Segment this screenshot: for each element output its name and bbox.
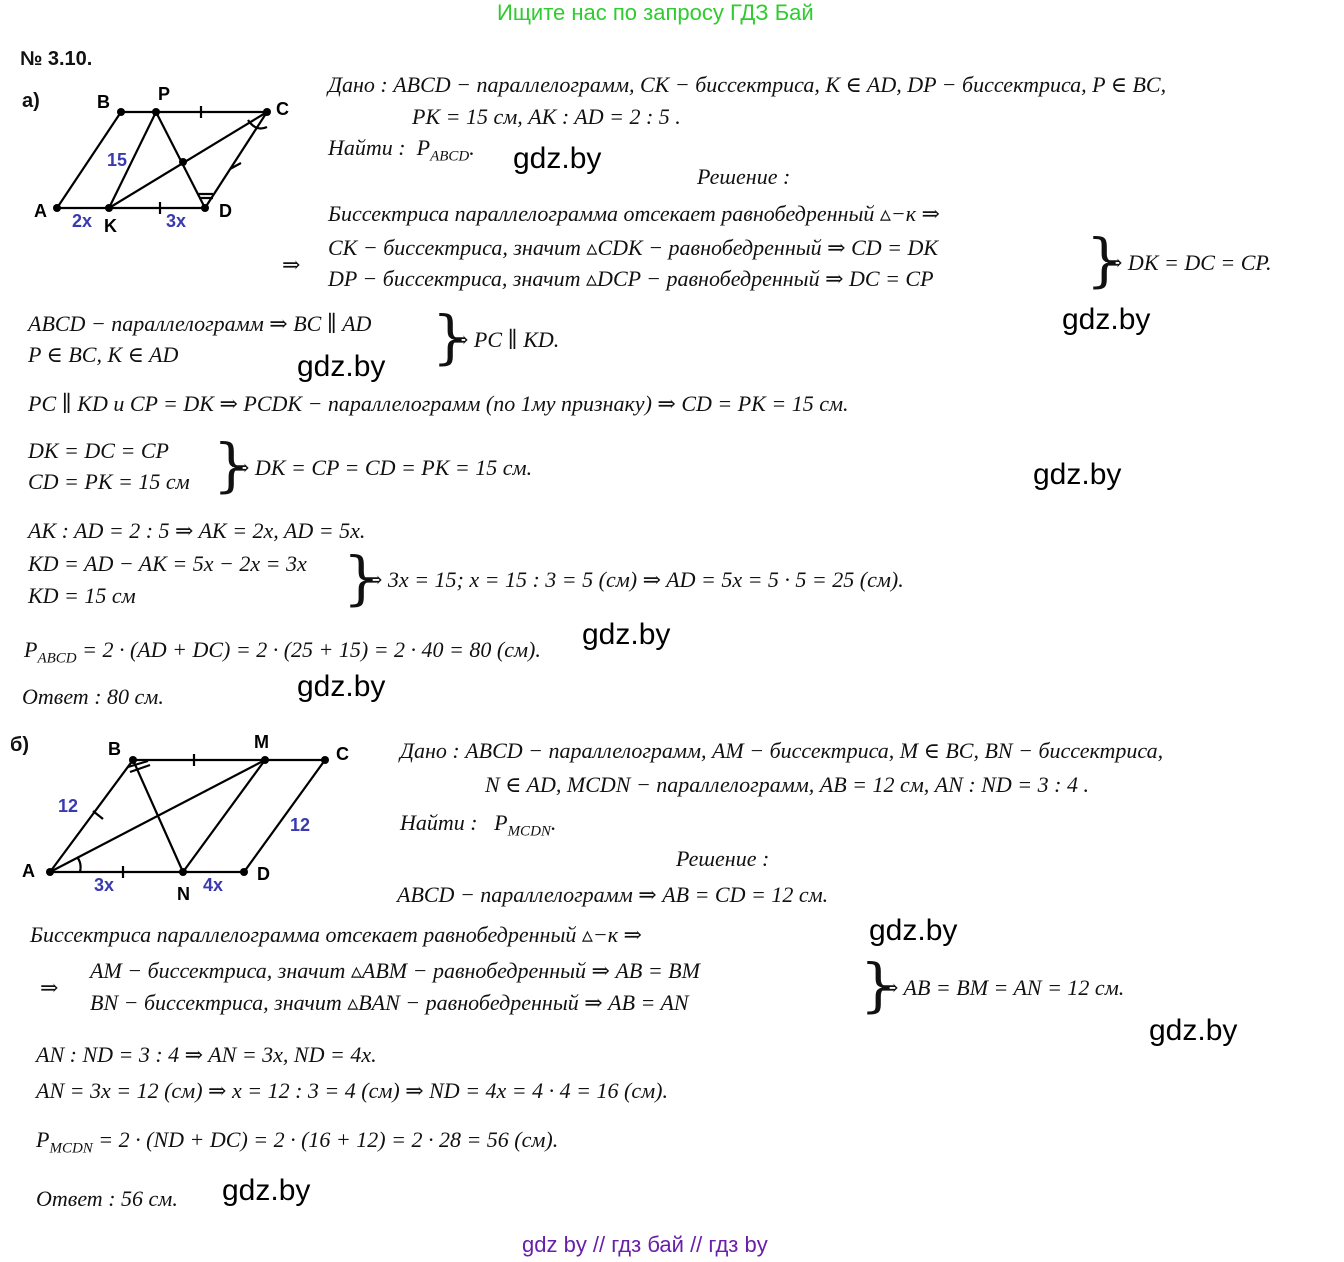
part-b-diagram	[10, 725, 370, 905]
vertex-d-label: D	[257, 864, 270, 884]
part-b-line-6: AN = 3x = 12 (см) ⇒ x = 12 : 3 = 4 (см) ⇒ ND = 4x = 4 · 4 = 16 (см).	[36, 1078, 668, 1103]
part-b-line-34-result: ⇒ AB = BM = AN = 12 см.	[880, 975, 1125, 1000]
perimeter-sub: ABCD	[37, 650, 77, 667]
perimeter-p: P	[36, 1127, 50, 1152]
part-b-line-3: AM − биссектриса, значит ▵ABM − равнобедренный ⇒ AB = BM	[90, 958, 700, 983]
part-a-answer: Ответ : 80 см.	[22, 684, 164, 709]
part-a-line-9: AK : AD = 2 : 5 ⇒ AK = 2x, AD = 5x.	[28, 518, 366, 543]
part-b-line-5: AN : ND = 3 : 4 ⇒ AN = 3x, ND = 4x.	[36, 1042, 377, 1067]
part-a-line-3-result: ⇒ DK = DC = CP.	[1104, 250, 1272, 275]
length-kd-label: 3x	[166, 211, 187, 231]
segment-mn	[183, 760, 265, 872]
brace: }	[343, 544, 380, 612]
site-header-banner: Ищите нас по запросу ГДЗ Бай	[497, 0, 814, 25]
part-a-line-7: DK = DC = CP	[28, 438, 169, 463]
vertex-a-label: A	[22, 861, 35, 881]
vertex-c-label: C	[336, 744, 349, 764]
length-cd-label: 12	[290, 815, 311, 835]
find-sub: MCDN	[507, 823, 551, 840]
parallelogram-abcd	[57, 112, 267, 208]
find-end: .	[469, 135, 475, 160]
part-b-line-4: BN − биссектриса, значит ▵BAN − равнобедренный ⇒ AB = AN	[90, 990, 689, 1015]
part-a-line-10: KD = AD − AK = 5x − 2x = 3x	[28, 551, 307, 576]
vertex-k-label: K	[104, 216, 117, 236]
part-a-line-78-result: ⇒ DK = CP = CD = PK = 15 см.	[231, 455, 533, 480]
part-b-given-1: Дано : ABCD − параллелограмм, AM − биссектриса, M ∈ BC, BN − биссектриса,	[400, 738, 1164, 763]
part-a-line-11: KD = 15 см	[28, 583, 136, 608]
length-ak-label: 2x	[72, 211, 93, 231]
part-a-line-6: PC ∥ KD и CP = DK ⇒ PCDK − параллелограмм (по 1му признаку) ⇒ CD = PK = 15 см.	[28, 391, 849, 416]
part-a-line-1: Биссектриса параллелограмма отсекает равнобедренный ▵−к ⇒	[328, 201, 940, 226]
part-a-line-45-result: ⇒ PC ∥ KD.	[450, 327, 560, 352]
part-a-find	[328, 135, 475, 165]
perimeter-sub: MCDN	[49, 1140, 93, 1157]
length-an-label: 3x	[94, 875, 115, 895]
watermark: gdz.by	[1033, 458, 1122, 491]
vertex-p-label: P	[158, 84, 171, 104]
perimeter-calc: = 2 · (ND + DC) = 2 · (16 + 12) = 2 · 28 = 56 (см).	[92, 1127, 559, 1152]
vertex-a-label: A	[34, 201, 47, 221]
watermark: gdz.by	[1062, 303, 1151, 336]
watermark: gdz.by	[513, 142, 602, 175]
watermark: gdz.by	[1149, 1014, 1238, 1047]
watermark: gdz.by	[222, 1174, 311, 1207]
part-a-line-2: CK − биссектриса, значит ▵CDK − равнобедренный ⇒ CD = DK	[328, 235, 939, 260]
part-b-find	[400, 810, 556, 840]
part-a-line-5: P ∈ BC, K ∈ AD	[28, 342, 179, 367]
bisector-bn	[133, 760, 183, 872]
part-b-line-1: ABCD − параллелограмм ⇒ AB = CD = 12 см.	[397, 882, 829, 907]
part-b-line-2: Биссектриса параллелограмма отсекает равнобедренный ▵−к ⇒	[30, 922, 642, 947]
brace: }	[1086, 226, 1123, 294]
vertex-b-label: B	[97, 92, 110, 112]
part-b-label: б)	[10, 734, 30, 756]
length-pk-label: 15	[107, 150, 128, 170]
brace: }	[213, 431, 250, 499]
parallelogram-abcd	[50, 760, 325, 872]
part-b-solution-heading: Решение :	[676, 846, 770, 871]
watermark: gdz.by	[297, 670, 386, 703]
part-a-implies-left: ⇒	[282, 252, 301, 277]
part-b-perimeter	[36, 1127, 558, 1157]
watermark: gdz.by	[582, 618, 671, 651]
vertex-d-label: D	[219, 201, 232, 221]
part-b-answer: Ответ : 56 см.	[36, 1186, 178, 1211]
find-p: P	[416, 135, 431, 160]
part-a-line-3: DP − биссектриса, значит ▵DCP − равнобедренный ⇒ DC = CP	[328, 266, 934, 291]
part-a-label: а)	[22, 90, 40, 112]
find-p: P	[494, 810, 508, 835]
length-nd-label: 4x	[203, 875, 224, 895]
vertex-c-label: C	[276, 99, 289, 119]
site-footer-links[interactable]: gdz by // гдз бай // гдз by	[522, 1232, 768, 1257]
perimeter-calc: = 2 · (AD + DC) = 2 · (25 + 15) = 2 · 40 = 80 (см).	[76, 637, 541, 662]
vertex-b-label: B	[108, 739, 121, 759]
part-a-solution-heading: Решение :	[697, 164, 791, 189]
find-label: Найти :	[400, 810, 478, 835]
part-a-given-1: Дано : ABCD − параллелограмм, CK − биссектриса, K ∈ AD, DP − биссектриса, P ∈ BC,	[328, 72, 1167, 97]
perimeter-p: P	[24, 637, 38, 662]
part-b-implies-left: ⇒	[40, 975, 59, 1000]
vertex-n-label: N	[177, 884, 190, 904]
find-label: Найти :	[328, 135, 406, 160]
length-ab-label: 12	[58, 796, 79, 816]
part-a-line-8: CD = PK = 15 см	[28, 469, 190, 494]
watermark: gdz.by	[297, 350, 386, 383]
part-a-line-1011-result: ⇒ 3x = 15; x = 15 : 3 = 5 (см) ⇒ AD = 5x = 5 · 5 = 25 (см).	[364, 567, 904, 592]
brace: }	[432, 303, 469, 371]
part-a-perimeter	[24, 637, 541, 667]
problem-number: № 3.10.	[20, 48, 93, 70]
vertex-m-label: M	[254, 732, 269, 752]
part-a-diagram	[20, 80, 300, 240]
part-a-given-2: PK = 15 см, AK : AD = 2 : 5 .	[412, 104, 681, 129]
brace: }	[860, 951, 897, 1019]
part-a-line-4: ABCD − параллелограмм ⇒ BC ∥ AD	[28, 311, 372, 336]
find-end: .	[550, 810, 557, 835]
watermark: gdz.by	[869, 914, 958, 947]
find-sub: ABCD	[430, 148, 470, 165]
part-b-given-2: N ∈ AD, MCDN − параллелограмм, AB = 12 см, AN : ND = 3 : 4 .	[485, 772, 1089, 797]
